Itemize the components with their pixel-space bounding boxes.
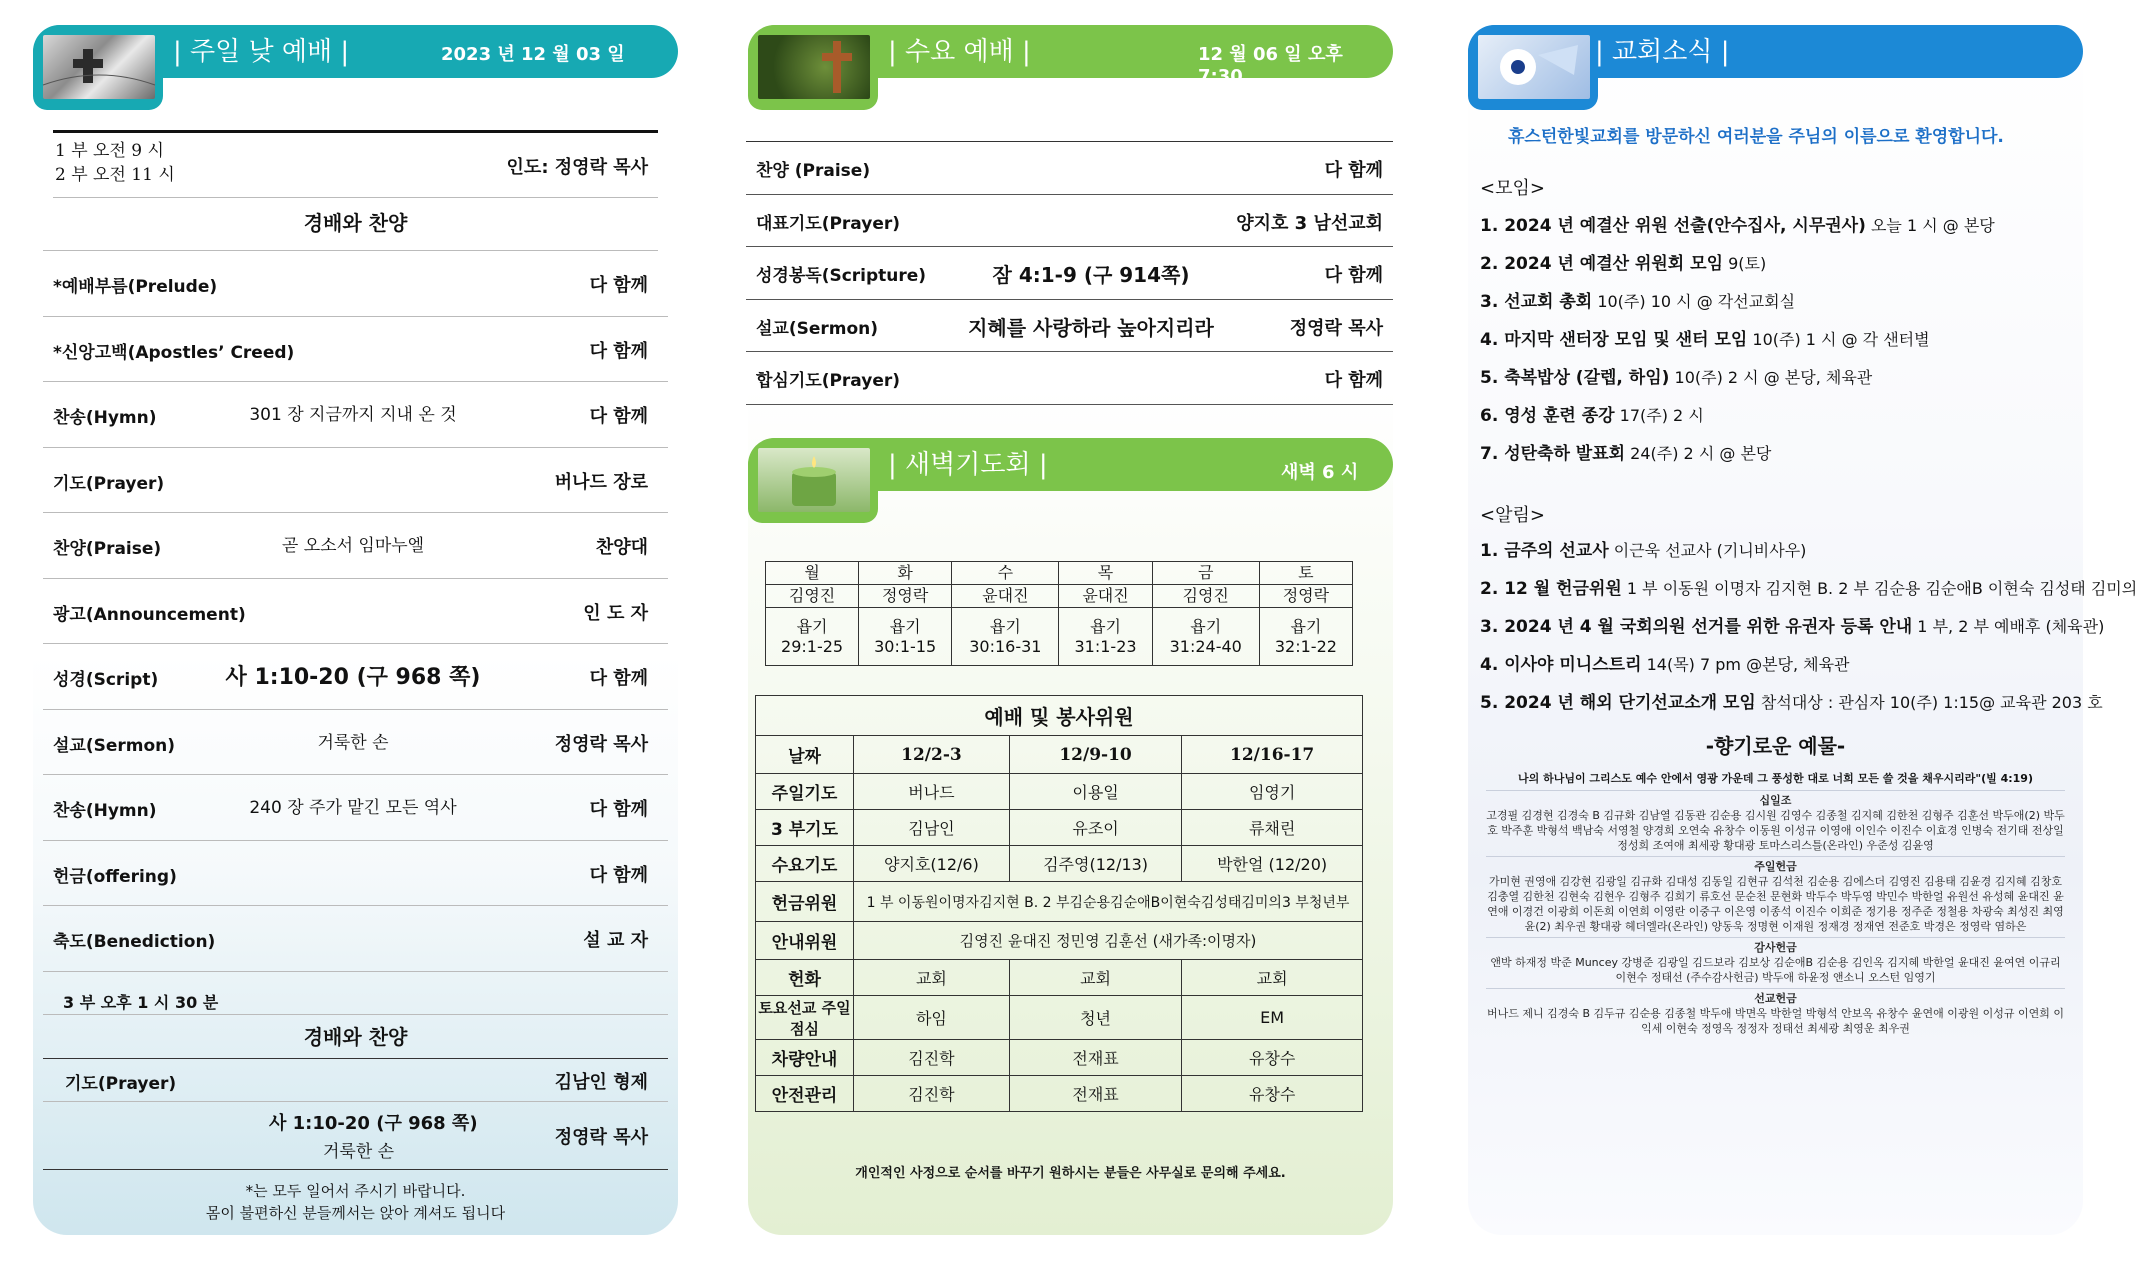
- offering-group-names: 고경필 김경현 김경숙 B 김규화 김남열 김동관 김순용 김시원 김영수 김종철 김지혜 김한천 김형주 김훈선 박두애(2) 박두호 박주훈 박형석 백남숙 서영철 양경희 오연숙 유창수 이동원 이성규 이영애 이인수 이진수 이효경 인병숙 전기태 전상일 정성희 조여애 최세광 황대광 토마스리스틀(온라인) 우준성 김윤영: [1486, 809, 2065, 852]
- offering-group-names: 가미현 권영애 김강현 김광일 김규화 김대성 김동일 김현규 김석천 김순용 김에스더 김영진 김용태 김윤경 김지혜 김창호 김충열 김한천 김현숙 김현우 김형주 김희기 류호선 문순천 문현화 박두수 박두영 박민수 박한얼 유원선 유성혜 윤대진 윤연애 이경건 이광희 이돈희 이연희 이영란 이중구 이은영 이종석 이진수 이희준 정기용 정주준 정철용 차광숙 최성진 최영윤(2) 최우권 황대광 헤더엘라(온라인) 양동욱 정명현 이재원 정재경 정재연 전준호 박경은 정영락 염하은: [1487, 875, 2064, 933]
- order-item-detail: 사 1:10-20 (구 968 쪽): [225, 665, 481, 690]
- service-person: 유창수: [1182, 1040, 1363, 1076]
- wed-order-row: [746, 195, 1393, 248]
- order-item-label: 축도(Benediction): [53, 932, 216, 952]
- order-row: [43, 841, 668, 907]
- bible-cross-image: [43, 35, 155, 99]
- news-item-detail: 17(주) 2 시: [1614, 406, 1704, 425]
- news-item-title: 4. 마지막 샌터장 모임 및 샌터 모임: [1480, 330, 1748, 350]
- service-role: 수요기도: [756, 846, 854, 882]
- standing-note: *는 모두 일어서 주시기 바랍니다.: [245, 1182, 466, 1200]
- order-item-label: 기도(Prayer): [53, 473, 165, 494]
- order-row: [43, 448, 668, 514]
- cal-reading: [1152, 608, 1259, 666]
- news-item-title: 6. 영성 훈련 종강: [1480, 406, 1615, 426]
- service-person: 김남인: [854, 810, 1010, 846]
- dawn-time: 새벽 6 시: [1281, 462, 1359, 483]
- meetings-list: [1480, 207, 1995, 473]
- news-header-tab: [1468, 25, 1598, 110]
- news-item: [1480, 570, 2137, 608]
- service-person: 김진학: [854, 1040, 1010, 1076]
- cal-leader: 정영락: [1259, 585, 1352, 608]
- service-person: 유조이: [1009, 810, 1181, 846]
- news-item-detail: 9(토): [1723, 254, 1767, 273]
- wed-item-person: 정영락 목사: [1289, 317, 1383, 339]
- sunday-order-list: [43, 251, 668, 972]
- dawn-schedule-table: [765, 561, 1353, 666]
- top-rule: [53, 130, 658, 133]
- order-item-person: 다 함께: [589, 406, 648, 427]
- cal-book: 욥기: [1290, 616, 1322, 636]
- cal-book: 욥기: [889, 616, 921, 636]
- service-volunteers-table: [755, 695, 1363, 1112]
- wed-item-person: 다 함께: [1324, 160, 1383, 181]
- service-person: 전재표: [1009, 1040, 1181, 1076]
- service-person: 박한얼 (12/20): [1182, 846, 1363, 882]
- news-item-detail: 10(주) 1 시 @ 각 샌터별: [1747, 330, 1930, 349]
- order-item-label: *예배부름(Prelude): [53, 277, 218, 297]
- cal-leader: 김영진: [766, 585, 859, 608]
- service-time-2: 2 부 오전 11 시: [55, 165, 175, 185]
- section-worship-praise: 경배와 찬양: [303, 211, 408, 235]
- cal-verse: 31:1-23: [1074, 636, 1137, 656]
- news-item: [1480, 283, 1995, 321]
- news-item-title: 3. 선교회 총회: [1480, 292, 1593, 312]
- offering-value: 1 부 이동원이명자김지현 B. 2 부김순용김순애B이현숙김성태김미의3 부청년부: [854, 882, 1363, 922]
- wed-order-row: [746, 142, 1393, 195]
- wednesday-service-panel: [748, 25, 1393, 1235]
- cal-day: 수: [952, 562, 1059, 585]
- order-row: [43, 579, 668, 645]
- schedule-change-note: 개인적인 사정으로 순서를 바꾸기 원하시는 분들은 사무실로 문의해 주세요.: [855, 1166, 1286, 1181]
- order-item-detail: 301 장 지금까지 지내 온 것: [249, 405, 457, 425]
- service-time-1: 1 부 오전 9 시: [55, 141, 164, 161]
- wed-item-detail: 지혜를 사랑하라 높아지리라: [968, 315, 1214, 340]
- leader-label: 인도: 정영락 목사: [506, 157, 648, 178]
- offering-group: [1486, 790, 2065, 856]
- news-item-title: 4. 이사야 미니스트리: [1480, 655, 1642, 675]
- cal-leader: 김영진: [1152, 585, 1259, 608]
- order-item-person: 다 함께: [589, 864, 648, 886]
- news-item: [1480, 435, 1995, 473]
- offering-names: [1486, 790, 2065, 1039]
- cal-verse: 31:24-40: [1169, 636, 1242, 656]
- wed-order-row: [746, 352, 1393, 405]
- cal-leader: 윤대진: [1059, 585, 1152, 608]
- church-news-panel: [1468, 25, 2137, 1235]
- sunday-header-tab: [33, 25, 163, 110]
- cal-reading: [766, 608, 859, 666]
- volunteers-title: 예배 및 봉사위원: [756, 696, 1363, 736]
- sunday-service-panel: [33, 25, 678, 1235]
- dawn-header-tab: [748, 438, 878, 523]
- sunday-date: 2023 년 12 월 03 일: [441, 44, 625, 65]
- news-title: | 교회소식 |: [1595, 37, 1730, 67]
- order-item-detail: 240 장 주가 맡긴 모든 역사: [249, 798, 457, 818]
- service-col-header: 날짜: [756, 736, 854, 774]
- order-row: [43, 710, 668, 776]
- order-item-person: 인 도 자: [583, 602, 648, 624]
- wed-order-row: [746, 247, 1393, 300]
- service-col-header: 12/2-3: [854, 736, 1010, 774]
- guide-value: 김영진 윤대진 정민영 김훈선 (새가족:이명자): [854, 922, 1363, 960]
- news-item-detail: 1 부, 2 부 예배후 (체육관): [1912, 617, 2105, 636]
- order-row: [43, 513, 668, 579]
- service-person: 김주영(12/13): [1009, 846, 1181, 882]
- offering-group-title: 선교헌금: [1754, 992, 1797, 1005]
- cal-reading: [859, 608, 952, 666]
- prayer3-label: 기도(Prayer): [65, 1074, 177, 1094]
- news-item-detail: 오늘 1 시 @ 본당: [1865, 216, 1995, 235]
- order-row: [43, 251, 668, 317]
- service-person: 양지호(12/6): [854, 846, 1010, 882]
- service-role: 헌화: [756, 960, 854, 996]
- order-item-person: 정영락 목사: [554, 733, 648, 755]
- service-person: 전재표: [1009, 1076, 1181, 1112]
- news-item-title: 5. 2024 년 해외 단기선교소개 모임: [1480, 693, 1756, 713]
- order-item-label: 광고(Announcement): [53, 604, 246, 625]
- order-item-person: 설 교 자: [583, 930, 648, 951]
- offering-group-names: 앤박 하재정 박준 Muncey 강병준 김광일 김드보라 김보상 김순애B 김순용 김인옥 김지혜 박한얼 윤대진 윤여연 이규리 이현수 정태선 (주수감사헌금) 박두애 하윤정 앤소니 오스턴 임영기: [1490, 956, 2061, 984]
- news-item-title: 3. 2024 년 4 월 국회의원 선거를 위한 유권자 등록 안내: [1480, 617, 1913, 637]
- service-person: 류채린: [1182, 810, 1363, 846]
- wednesday-header-tab: [748, 25, 878, 110]
- cal-leader: 정영락: [859, 585, 952, 608]
- wed-item-detail: 잠 4:1-9 (구 914쪽): [992, 263, 1190, 287]
- cal-day: 토: [1259, 562, 1352, 585]
- news-item-title: 2. 12 월 헌금위원: [1480, 579, 1622, 599]
- wed-item-label: 합심기도(Prayer): [756, 371, 901, 391]
- sermon3: 거룩한 손: [323, 1142, 395, 1162]
- wooden-cross-image: [758, 35, 870, 99]
- offering-group: [1486, 856, 2065, 937]
- cal-verse: 29:1-25: [781, 636, 844, 656]
- candle-image: [758, 448, 870, 512]
- wed-item-person: 다 함께: [1324, 265, 1383, 286]
- wed-item-label: 대표기도(Prayer): [756, 213, 901, 234]
- notices-list: [1480, 532, 2137, 722]
- news-item-detail: 10(주) 10 시 @ 각선교회실: [1592, 292, 1796, 311]
- service-person: 김진학: [854, 1076, 1010, 1112]
- section-worship-praise-3: 경배와 찬양: [303, 1025, 408, 1049]
- service-person: 하임: [854, 996, 1010, 1040]
- cal-day: 목: [1059, 562, 1152, 585]
- news-item: [1480, 684, 2137, 722]
- dawn-title: | 새벽기도회 |: [888, 450, 1048, 480]
- order-item-person: 찬양대: [595, 537, 648, 558]
- cal-book: 욥기: [796, 616, 828, 636]
- order-row: [43, 644, 668, 710]
- wed-item-label: 찬양 (Praise): [756, 161, 871, 181]
- offering-group-names: 버나드 제니 김경숙 B 김두규 김순용 김종철 박두애 박면옥 박한얼 박형석 안보옥 유창수 윤연애 이광원 이성규 이연희 이익세 이현숙 정영옥 정정자 정태선 최세광 최영운 최우권: [1486, 1007, 2065, 1035]
- service-time-3: 3 부 오후 1 시 30 분: [63, 993, 219, 1012]
- offering-group-title: 감사헌금: [1754, 941, 1797, 954]
- guide-label: 안내위원: [756, 922, 854, 960]
- service-col-header: 12/16-17: [1182, 736, 1363, 774]
- service-person: 이용일: [1009, 774, 1181, 810]
- cal-leader: 윤대진: [952, 585, 1059, 608]
- news-item: [1480, 532, 2137, 570]
- wednesday-title: | 수요 예배 |: [888, 37, 1031, 67]
- order-item-label: 설교(Sermon): [53, 735, 176, 756]
- service-role: 3 부기도: [756, 810, 854, 846]
- order-row: [43, 382, 668, 448]
- service-person: 유창수: [1182, 1076, 1363, 1112]
- service-row: [756, 960, 1363, 996]
- order-item-label: 헌금(offering): [53, 866, 177, 887]
- order-item-person: 다 함께: [589, 275, 648, 296]
- wed-item-person: 양지호 3 남선교회: [1236, 212, 1383, 234]
- service-row: [756, 1076, 1363, 1112]
- offering-group-title: 주일헌금: [1754, 860, 1797, 873]
- order-item-person: 다 함께: [589, 340, 648, 362]
- welcome-text: 휴스턴한빛교회를 방문하신 여러분을 주님의 이름으로 환영합니다.: [1508, 127, 2004, 147]
- order-item-person: 다 함께: [589, 799, 648, 820]
- cal-day: 금: [1152, 562, 1259, 585]
- order-item-detail: 곧 오소서 임마누엘: [281, 536, 425, 556]
- wednesday-order-list: [746, 142, 1393, 405]
- news-item-detail: 이근욱 선교사 (기니비사우): [1608, 541, 1807, 560]
- news-item: [1480, 608, 2137, 646]
- cal-reading: [1259, 608, 1352, 666]
- meetings-heading: <모임>: [1480, 178, 1545, 199]
- service-person: 청년: [1009, 996, 1181, 1040]
- wed-item-label: 성경봉독(Scripture): [756, 266, 927, 286]
- service-row: [756, 1040, 1363, 1076]
- service-person: EM: [1182, 996, 1363, 1040]
- cal-verse: 32:1-22: [1274, 636, 1337, 656]
- news-item: [1480, 397, 1995, 435]
- service-role: 차량안내: [756, 1040, 854, 1076]
- order-item-label: 찬송(Hymn): [53, 408, 157, 428]
- service-role: 안전관리: [756, 1076, 854, 1112]
- sunday-title: | 주일 낮 예배 |: [173, 37, 350, 67]
- offering-verse: 나의 하나님이 그리스도 예수 안에서 영광 가운데 그 풍성한 대로 너희 모든 쓸 것을 채우시리라"(빌 4:19): [1517, 772, 2033, 785]
- cal-day: 화: [859, 562, 952, 585]
- news-item: [1480, 359, 1995, 397]
- news-item: [1480, 646, 2137, 684]
- wed-order-row: [746, 300, 1393, 353]
- order-item-person: 버나드 장로: [554, 471, 648, 493]
- news-item-title: 2. 2024 년 예결산 위원회 모임: [1480, 254, 1723, 274]
- offering-group-title: 십일조: [1759, 794, 1792, 807]
- news-item-detail: 10(주) 2 시 @ 본당, 체육관: [1669, 368, 1873, 387]
- service-person: 임영기: [1182, 774, 1363, 810]
- order-item-person: 다 함께: [589, 668, 648, 689]
- scripture3: 사 1:10-20 (구 968 쪽): [269, 1113, 478, 1134]
- service-role: 주일기도: [756, 774, 854, 810]
- prayer3-person: 김남인 형제: [554, 1072, 648, 1093]
- order-row: [43, 317, 668, 383]
- notices-heading: <알림>: [1480, 505, 1545, 526]
- service-row: [756, 996, 1363, 1040]
- offering-group: [1486, 937, 2065, 988]
- cal-verse: 30:1-15: [874, 636, 937, 656]
- news-item-detail: 1 부 이동원 이명자 김지현 B. 2 부 김순용 김순애B 이현숙 김성태 김미의: [1621, 579, 2137, 598]
- service-person: 교회: [854, 960, 1010, 996]
- service-row: [756, 846, 1363, 882]
- news-item: [1480, 207, 1995, 245]
- service-col-header: 12/9-10: [1009, 736, 1181, 774]
- service-person: 교회: [1182, 960, 1363, 996]
- cal-book: 욥기: [1190, 616, 1222, 636]
- news-item-detail: 참석대상 : 관심자 10(주) 1:15@ 교육관 203 호: [1755, 693, 2103, 712]
- order-item-label: 찬송(Hymn): [53, 801, 157, 821]
- news-item-detail: 14(목) 7 pm @본당, 체육관: [1641, 655, 1850, 674]
- order-item-label: 찬양(Praise): [53, 539, 162, 559]
- seated-note: 몸이 불편하신 분들께서는 앉아 계셔도 됩니다: [205, 1204, 506, 1222]
- offering-group: [1486, 988, 2065, 1039]
- offering-label: 헌금위원: [756, 882, 854, 922]
- cal-day: 월: [766, 562, 859, 585]
- cal-verse: 30:16-31: [969, 636, 1042, 656]
- order-row: [43, 906, 668, 972]
- service-person: 교회: [1009, 960, 1181, 996]
- news-item: [1480, 245, 1995, 283]
- cal-book: 욥기: [1090, 616, 1121, 636]
- news-item-title: 7. 성탄축하 발표회: [1480, 444, 1626, 464]
- news-item-title: 1. 2024 년 예결산 위원 선출(안수집사, 시무권사): [1480, 216, 1866, 236]
- cal-reading: [1059, 608, 1152, 666]
- service-row: [756, 810, 1363, 846]
- order-item-label: 성경(Script): [53, 670, 159, 690]
- service-row: [756, 774, 1363, 810]
- service-role: 토요선교 주일점심: [756, 996, 854, 1040]
- order-item-label: *신앙고백(Apostles’ Creed): [53, 342, 295, 363]
- wed-item-label: 설교(Sermon): [756, 318, 879, 339]
- preacher3: 정영락 목사: [554, 1127, 648, 1148]
- offerings-title: -향기로운 예물-: [1705, 734, 1846, 758]
- news-item-title: 1. 금주의 선교사: [1480, 541, 1609, 561]
- wed-item-person: 다 함께: [1324, 370, 1383, 391]
- flower-image: [1478, 35, 1590, 99]
- news-item-detail: 24(주) 2 시 @ 본당: [1625, 444, 1772, 463]
- cal-reading: [952, 608, 1059, 666]
- news-item-title: 5. 축복밥상 (갈렙, 하임): [1480, 368, 1670, 388]
- wednesday-date: 12 월 06 일 오후 7:30: [1198, 44, 1343, 87]
- order-item-detail: 거룩한 손: [317, 732, 389, 753]
- order-row: [43, 775, 668, 841]
- service-person: 버나드: [854, 774, 1010, 810]
- cal-book: 욥기: [989, 616, 1021, 636]
- news-item: [1480, 321, 1995, 359]
